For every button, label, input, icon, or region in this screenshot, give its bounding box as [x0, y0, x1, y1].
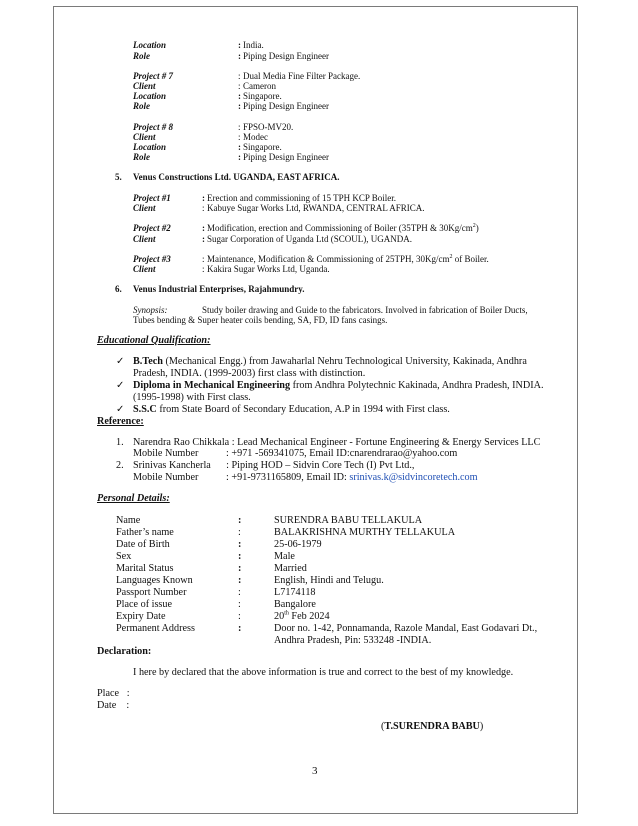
detail-separator: : [238, 587, 241, 598]
detail-value-cont: Andhra Pradesh, Pin: 533248 -INDIA. [274, 635, 432, 646]
detail-label: Date of Birth [116, 539, 170, 550]
checkmark-icon: ✓ [116, 404, 125, 415]
detail-label: Expiry Date [116, 611, 166, 622]
signature: (T.SURENDRA BABU) [381, 721, 484, 732]
field-value: FPSO-MV20. [243, 122, 294, 132]
field-separator: : [238, 71, 241, 81]
field-separator: : [238, 152, 241, 162]
detail-separator: : [238, 515, 242, 526]
field-value: Piping Design Engineer [243, 101, 329, 111]
field-separator: : [238, 132, 241, 142]
education-item: Diploma in Mechanical Engineering from Andhra Polytechnic Kakinada, Andhra Pradesh, INDIA. [133, 380, 544, 391]
detail-label: Passport Number [116, 587, 187, 598]
detail-separator: : [238, 527, 241, 538]
field-label: Role [133, 101, 150, 111]
synopsis-text: Study boiler drawing and Guide to the fabricators. Involved in fabrication of Boiler Ducts, [202, 305, 528, 315]
detail-label: Father’s name [116, 527, 174, 538]
field-label: Role [133, 51, 150, 61]
email-link[interactable]: srinivas.k@sidvincoretech.com [349, 472, 478, 483]
field-separator: : [238, 142, 241, 152]
field-label: Location [133, 142, 166, 152]
field-label: Client [133, 132, 156, 142]
field-value: Modification, erection and Commissioning of Boiler (35TPH & $30Kg/cm^2$) [207, 223, 479, 233]
section-heading: Educational Qualification: [97, 335, 211, 346]
field-value: Modec [243, 132, 268, 142]
detail-label: Permanent Address [116, 623, 195, 634]
detail-value: Bangalore [274, 599, 316, 610]
field-separator: : [238, 51, 241, 61]
field-label: Project # 7 [133, 71, 173, 81]
field-separator: : [202, 203, 205, 213]
field-value: Singapore. [243, 142, 282, 152]
field-separator: : [238, 101, 241, 111]
detail-value: 25-06-1979 [274, 539, 322, 550]
field-label: Client [133, 203, 156, 213]
field-label: Location [133, 91, 166, 101]
detail-value: SURENDRA BABU TELLAKULA [274, 515, 423, 526]
field-separator: : [202, 234, 205, 244]
detail-separator: : [238, 551, 242, 562]
detail-label: Marital Status [116, 563, 174, 574]
section-heading: Declaration: [97, 646, 152, 657]
employer-name: Venus Industrial Enterprises, Rajahmundry. [133, 284, 305, 294]
detail-value: BALAKRISHNA MURTHY TELLAKULA [274, 527, 456, 538]
field-value: Piping Design Engineer [243, 51, 329, 61]
synopsis-text: Tubes bending & Super heater coils bending, SA, FD, ID fans casings. [133, 315, 388, 325]
field-label: Client [133, 264, 156, 274]
detail-separator: : [238, 611, 241, 622]
detail-label: Place of issue [116, 599, 173, 610]
field-label: Project # 8 [133, 122, 173, 132]
field-value: Maintenance, Modification & Commissioning of 25TPH, $30Kg/cm^2$ of Boiler. [207, 254, 489, 264]
detail-separator: : [238, 623, 242, 634]
reference-name: Srinivas Kancherla : Piping HOD – Sidvin Core Tech (I) Pvt Ltd., [133, 460, 415, 471]
page-number: 3 [312, 765, 318, 777]
detail-separator: : [238, 539, 242, 550]
detail-separator: : [238, 599, 241, 610]
synopsis-label: Synopsis: [133, 305, 168, 315]
section-heading: Personal Details: [97, 493, 170, 504]
field-label: Role [133, 152, 150, 162]
field-separator: : [202, 264, 205, 274]
detail-separator: : [238, 563, 242, 574]
detail-label: Languages Known [116, 575, 193, 586]
education-item: B.Tech (Mechanical Engg.) from Jawaharlal Nehru Technological University, Kakinada, Andhra [133, 356, 527, 367]
field-value: Cameron [243, 81, 276, 91]
education-item: S.S.C from State Board of Secondary Education, A.P in 1994 with First class. [133, 404, 450, 415]
checkmark-icon: ✓ [116, 380, 125, 391]
field-value: India. [243, 40, 264, 50]
field-label: Client [133, 234, 156, 244]
detail-value: Married [274, 563, 307, 574]
field-value: Sugar Corporation of Uganda Ltd (SCOUL), UGANDA. [207, 234, 412, 244]
detail-separator: : [238, 575, 242, 586]
employer-number: 6. [115, 284, 122, 294]
field-separator: : [202, 254, 205, 264]
field-label: Project #1 [133, 193, 171, 203]
detail-value: Door no. 1-42, Ponnamanda, Razole Mandal, East Godavari Dt., [274, 623, 538, 634]
field-label: Project #2 [133, 223, 171, 233]
reference-name: Narendra Rao Chikkala : Lead Mechanical Engineer - Fortune Engineering & Energy Services LLC [133, 437, 541, 448]
field-value: Kakira Sugar Works Ltd, Uganda. [207, 264, 330, 274]
field-separator: : [238, 40, 241, 50]
field-separator: : [202, 193, 205, 203]
reference-mobile-value: : +971 -569341075, Email ID:cnarendrarao@yahoo.com [226, 448, 458, 459]
field-value: Kabuye Sugar Works Ltd, RWANDA, CENTRAL AFRICA. [207, 203, 425, 213]
date-label: Date : [97, 700, 130, 711]
reference-mobile-label: Mobile Number [133, 448, 199, 459]
employer-number: 5. [115, 172, 122, 182]
field-separator: : [238, 91, 241, 101]
field-label: Client [133, 81, 156, 91]
reference-number: 2. [116, 460, 124, 471]
field-label: Project #3 [133, 254, 171, 264]
detail-value: L7174118 [274, 587, 316, 598]
detail-label: Sex [116, 551, 132, 562]
detail-label: Name [116, 515, 141, 526]
field-value: Piping Design Engineer [243, 152, 329, 162]
place-label: Place : [97, 688, 130, 699]
reference-mobile-value: : +91-9731165809, Email ID: srinivas.k@sidvincoretech.com [226, 472, 478, 483]
field-value: Erection and commissioning of 15 TPH KCP Boiler. [207, 193, 396, 203]
detail-value: 20th Feb 2024 [274, 610, 330, 622]
section-heading: Reference: [97, 416, 144, 427]
reference-mobile-label: Mobile Number [133, 472, 199, 483]
declaration-text: I here by declared that the above information is true and correct to the best of my knowledge. [133, 667, 514, 678]
field-label: Location [133, 40, 166, 50]
field-value: Singapore. [243, 91, 282, 101]
detail-value: English, Hindi and Telugu. [274, 575, 384, 586]
field-separator: : [202, 223, 205, 233]
employer-name: Venus Constructions Ltd. UGANDA, EAST AFRICA. [133, 172, 340, 182]
field-separator: : [238, 81, 241, 91]
field-value: Dual Media Fine Filter Package. [243, 71, 361, 81]
education-item-cont: Pradesh, INDIA. (1999-2003) first class with distinction. [133, 368, 366, 379]
field-separator: : [238, 122, 241, 132]
reference-number: 1. [116, 437, 124, 448]
education-item-cont: (1995-1998) with First class. [133, 392, 251, 403]
checkmark-icon: ✓ [116, 356, 125, 367]
detail-value: Male [274, 551, 295, 562]
